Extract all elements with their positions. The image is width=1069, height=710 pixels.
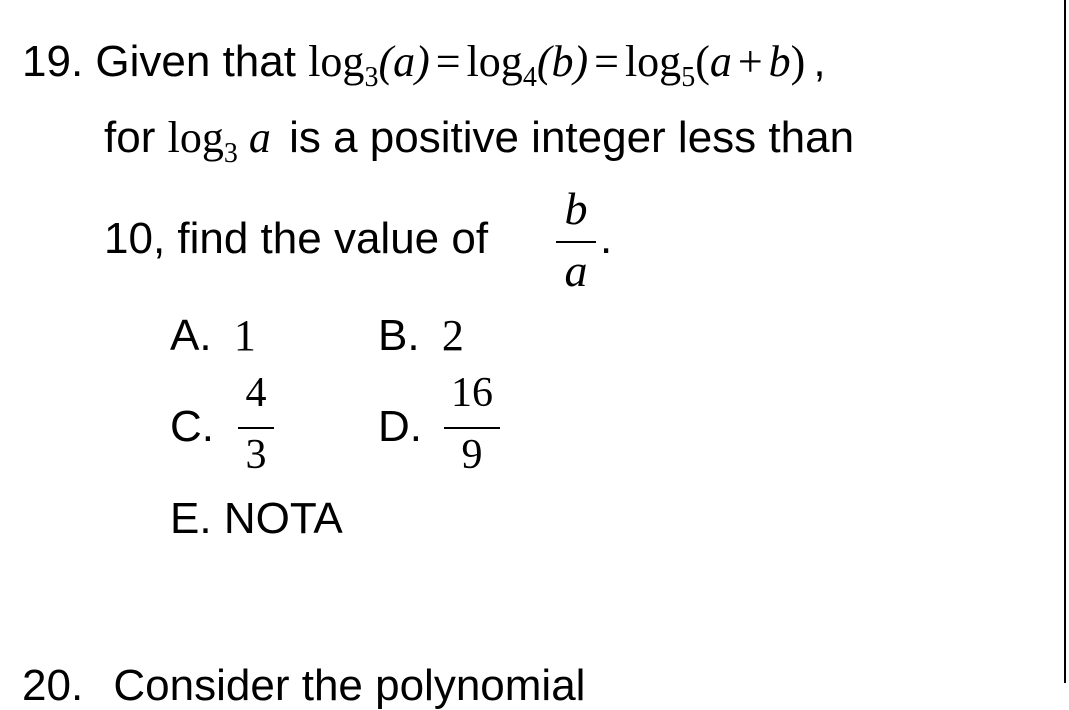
choice-d[interactable] xyxy=(378,402,422,451)
choice-e-letter: E. xyxy=(170,494,212,543)
choice-c-numerator: 4 xyxy=(245,370,267,416)
choice-a-letter: A. xyxy=(170,311,212,360)
choice-d-numerator: 16 xyxy=(451,370,493,416)
line-3-period: . xyxy=(600,214,613,263)
choice-e-value: NOTA xyxy=(223,494,343,543)
equation-comma: , xyxy=(813,37,826,86)
choice-e[interactable] xyxy=(170,494,343,543)
next-question-text: Consider the polynomial xyxy=(113,661,586,710)
choice-d-denominator: 9 xyxy=(461,432,483,478)
fraction-denominator: a xyxy=(564,245,588,296)
choice-a-value: 1 xyxy=(233,311,256,360)
choice-b[interactable] xyxy=(378,311,464,360)
question-intro-text: Given that xyxy=(95,37,296,86)
b-over-a-fraction xyxy=(556,183,596,296)
choice-c-denominator: 3 xyxy=(245,432,267,478)
log-equation: $\log_3(a) = \log_4(b) = \log_5(a + b)$ xyxy=(308,37,806,93)
choice-d-fraction-bar xyxy=(444,427,500,429)
fraction-bar xyxy=(556,241,596,243)
choice-d-fraction xyxy=(444,372,500,482)
next-question-number: 20. xyxy=(22,661,84,710)
question-19-line-3 xyxy=(104,214,489,263)
choice-c-letter: C. xyxy=(170,402,214,451)
choice-c[interactable] xyxy=(170,402,214,451)
choice-a[interactable] xyxy=(170,311,256,360)
choice-c-fraction xyxy=(238,372,274,482)
for-text: for xyxy=(104,113,156,162)
question-20-partial xyxy=(22,661,586,710)
fraction-numerator: b xyxy=(564,183,588,234)
condition-text: is a positive integer less than xyxy=(289,113,855,162)
question-number: 19. xyxy=(22,37,84,86)
choice-d-letter: D. xyxy=(378,402,422,451)
choice-b-value: 2 xyxy=(441,311,464,360)
page-border xyxy=(1064,0,1066,683)
log-expression: $\log_3 a$ xyxy=(167,113,271,169)
choice-b-letter: B. xyxy=(378,311,420,360)
question-19-line-1 xyxy=(22,37,826,93)
find-value-text: 10, find the value of xyxy=(104,214,489,263)
choice-c-fraction-bar xyxy=(238,427,274,429)
question-19-line-2 xyxy=(104,113,855,169)
